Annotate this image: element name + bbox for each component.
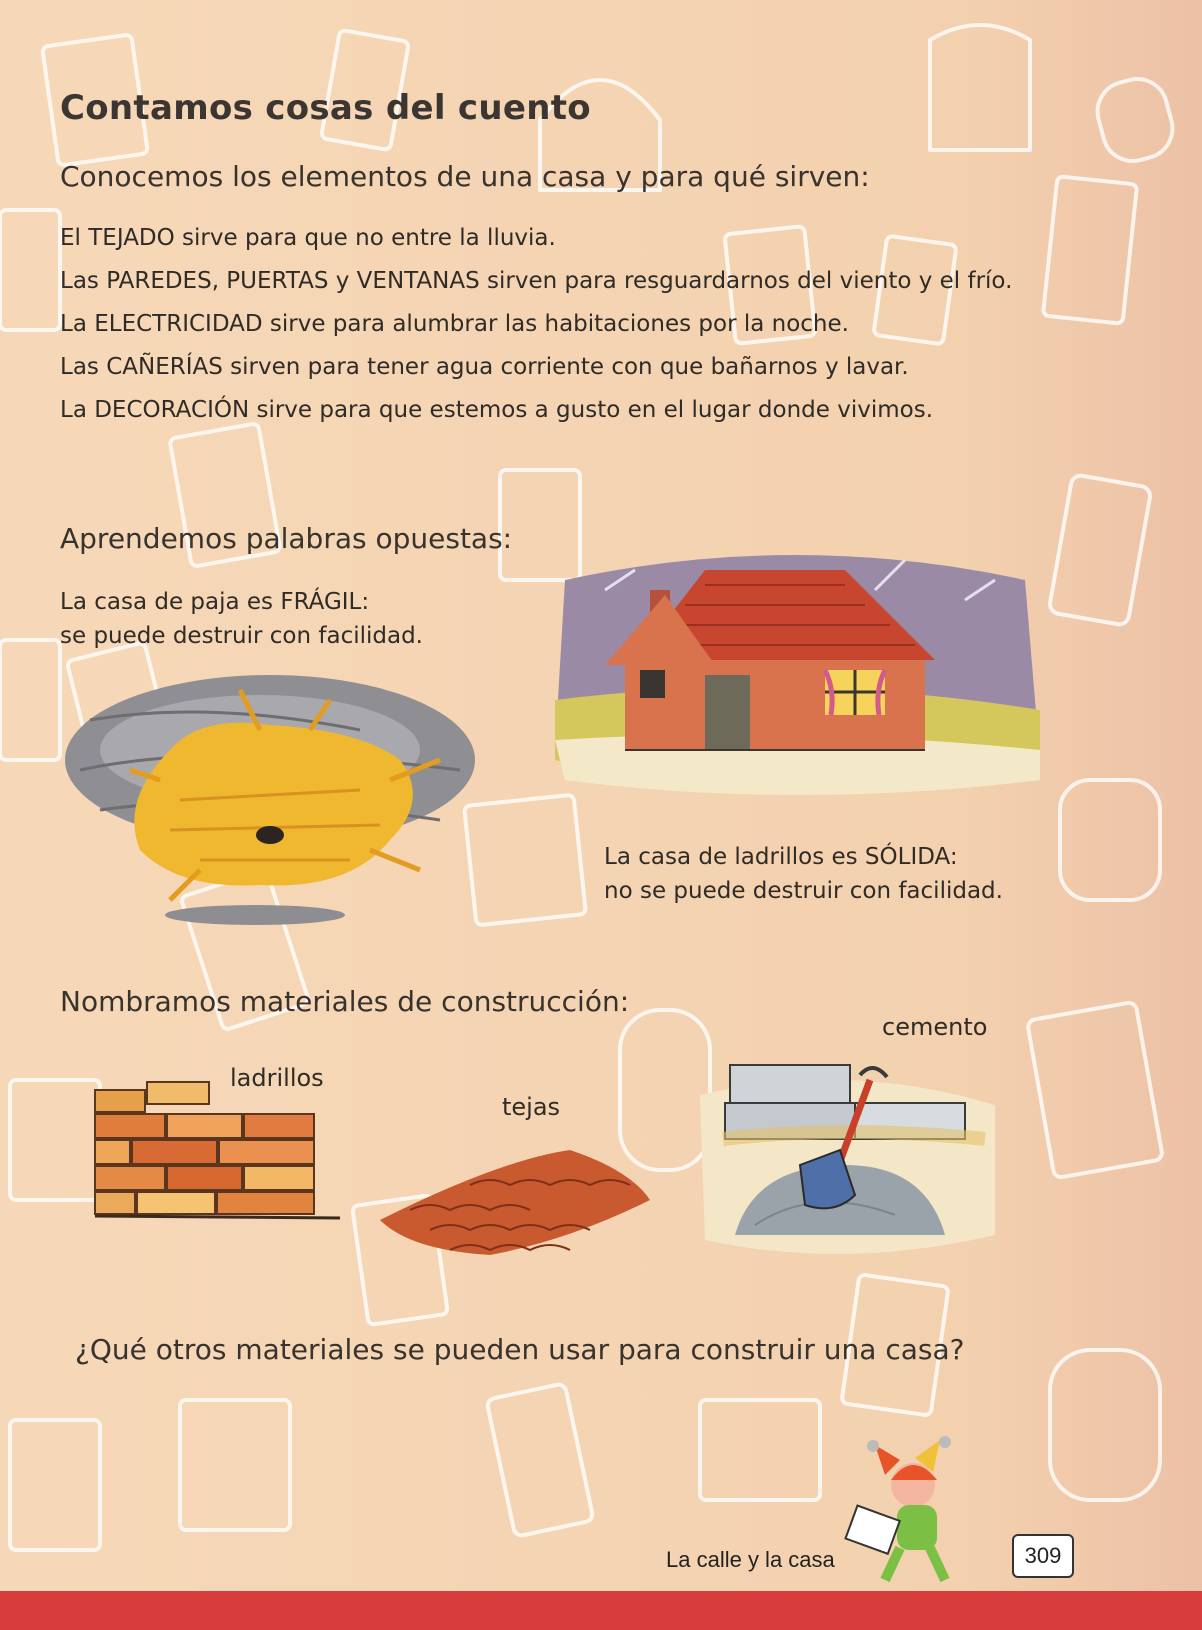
house-element-line: La DECORACIÓN sirve para que estemos a gusto en el lugar donde vivimos. xyxy=(60,397,934,423)
roof-tiles-illustration xyxy=(370,1140,660,1260)
footer-band xyxy=(0,1591,1202,1630)
section-heading-materials: Nombramos materiales de construcción: xyxy=(60,985,630,1018)
chapter-label: La calle y la casa xyxy=(666,1547,835,1572)
page-title: Contamos cosas del cuento xyxy=(60,88,591,128)
fragile-caption-line-2: se puede destruir con facilidad. xyxy=(60,623,423,649)
house-element-line: La ELECTRICIDAD sirve para alumbrar las habitaciones por la noche. xyxy=(60,311,849,337)
page-number: 309 xyxy=(1012,1534,1074,1578)
house-element-line: Las PAREDES, PUERTAS y VENTANAS sirven para resguardarnos del viento y el frío. xyxy=(60,268,1013,294)
straw-house-illustration xyxy=(60,660,480,960)
elf-mascot-illustration xyxy=(845,1440,975,1590)
solid-caption-line-2: no se puede destruir con facilidad. xyxy=(604,878,1003,904)
brick-house-illustration xyxy=(545,540,1045,800)
closing-question: ¿Qué otros materiales se pueden usar para construir una casa? xyxy=(75,1333,965,1366)
bricks-illustration xyxy=(95,1080,340,1220)
house-element-line: El TEJADO sirve para que no entre la lluvia. xyxy=(60,225,556,251)
section-heading-opposites: Aprendemos palabras opuestas: xyxy=(60,522,513,555)
house-element-line: Las CAÑERÍAS sirven para tener agua corriente con que bañarnos y lavar. xyxy=(60,354,909,380)
cement-illustration xyxy=(695,1055,1000,1265)
material-label-cement: cemento xyxy=(882,1013,988,1041)
fragile-caption-line-1: La casa de paja es FRÁGIL: xyxy=(60,589,370,615)
material-label-tiles: tejas xyxy=(502,1093,561,1121)
material-label-bricks: ladrillos xyxy=(230,1064,324,1092)
fragile-caption xyxy=(60,585,423,653)
solid-caption-line-1: La casa de ladrillos es SÓLIDA: xyxy=(604,844,958,870)
section-heading-house-elements: Conocemos los elementos de una casa y para qué sirven: xyxy=(60,160,870,193)
solid-caption xyxy=(604,840,1003,908)
